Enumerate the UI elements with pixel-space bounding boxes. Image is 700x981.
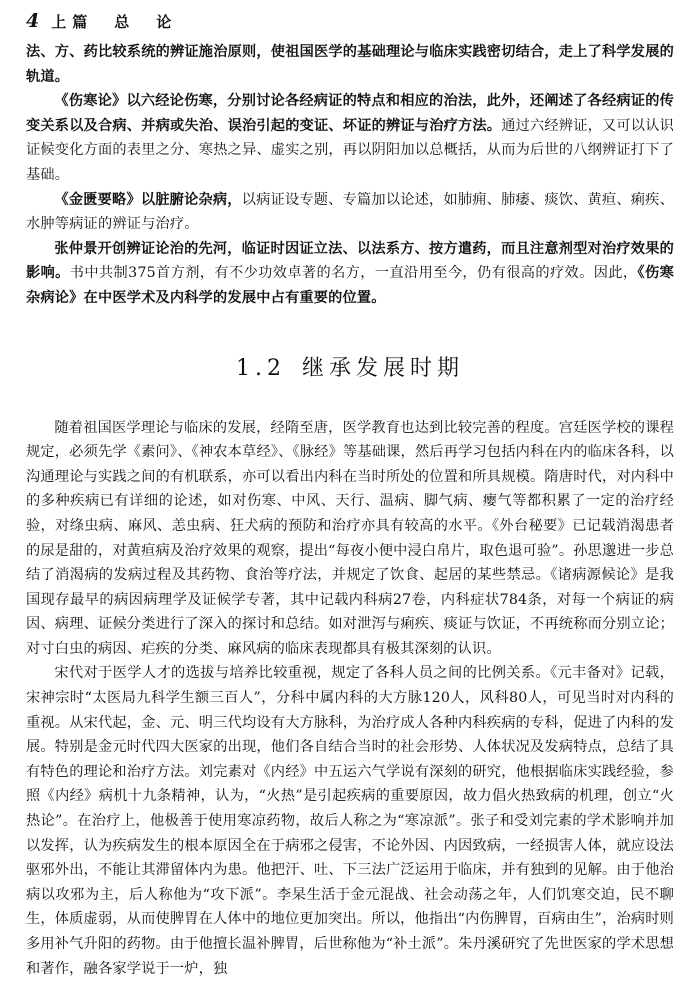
paragraph-continuation: [26, 40, 674, 89]
p3-rest: 以病证设专题、专篇加以论述，如肺痈、肺痿、痰饮、黄疸、痢疾、水肿等病证的辨证与治疗。: [26, 191, 674, 233]
p2-bold: 《伤寒论》以六经论伤寒，分别讨论各经病证的特点和相应的治法，此外，还阐述了各经病证的传变关系以及合病、并病或失治、误治引起的变证、坏证的辨证与治疗方法。: [26, 93, 674, 134]
running-title: 上篇 总 论: [51, 13, 178, 31]
paragraph-zhangzhongjing: [26, 237, 674, 311]
paragraph-sui-tang: [26, 416, 674, 662]
p1-text: 法、方、药比较系统的辨证施治原则，使祖国医学的基础理论与临床实践密切结合，走上了科学发展的轨道。: [26, 44, 674, 85]
p5-text: 随着祖国医学理论与临床的发展，经隋至唐，医学教育也达到比较完善的程度。宫廷医学校的课程规定，必须先学《素问》、《神农本草经》、《脉经》等基础课，然后再学习包括内科在内的临床各科，以沟通理论与实践之间的有机联系，亦可以看出内科在当时所处的位置和所具规模。隋唐时代，对内科中的多种疾病已有详细的论述，如对伤寒、中风、天行、温病、脚气病、瘿气等都积累了一定的治疗经验，对绦虫病、麻风、恙虫病、狂犬病的预防和治疗亦具有较高的水平。《外台秘要》已记载消渴患者的尿是甜的，对黄疸病及治疗效果的观察，提出“每夜小便中浸白帛片，取色退可验”。孙思邈进一步总结了消渴病的发病过程及其药物、食治等疗法，并规定了饮食、起居的某些禁忌。《诸病源候论》是我国现存最早的病因病理学及证候学专著，其中记载内科病27卷，内科症状784条，对每一个病证的病因、病理、证候分类进行了深入的探讨和总结。如对泄泻与痢疾、痰证与饮证，不再统称而分别立论；对寸白虫的病因、疟疾的分类、麻风病的临床表现都具有极其深刻的认识。: [26, 419, 674, 657]
p2-rest: 通过六经辨证，又可以认识证候变化方面的表里之分、寒热之异、虚实之别，再以阴阳加以总概括，从而为后世的八纲辨证打下了基础。: [26, 117, 674, 183]
paragraph-song-jin-yuan: [26, 661, 674, 981]
section-heading: [26, 351, 674, 382]
p4-bold2: 《伤寒杂病论》在中医学术及内科学的发展中占有重要的位置。: [26, 265, 674, 306]
p4-bold: 张仲景开创辨证论治的先河，临证时因证立法、以法系方、按方遣药，而且注意剂型对治疗效果的影响。: [26, 240, 674, 282]
paragraph-jinguiyaolue: [26, 188, 674, 237]
paragraph-shanghanlun: [26, 89, 674, 187]
p4-rest: 书中共制375首方剂，有不少功效卓著的名方，一直沿用至今，仍有很高的疗效。因此，: [69, 265, 638, 282]
page-header: [26, 10, 674, 40]
p6-text: 宋代对于医学人才的选拔与培养比较重视，规定了各科人员之间的比例关系。《元丰备对》记载，宋神宗时“太医局九科学生额三百人”，分科中属内科的大方脉120人，风科80人，可见当时对内科的重视。从宋代起，金、元、明三代均设有大方脉科，为治疗成人各种内科疾病的专科，促进了内科的发展。特别是金元时代四大医家的出现，他们各自结合当时的社会形势、人体状况及发病特点，总结了具有特色的理论和治疗方法。刘完素对《内经》中五运六气学说有深刻的研究，他根据临床实践经验，参照《内经》病机十九条精神，认为，“火热”是引起疾病的重要原因，故力倡火热致病的机理，创立“火热论”。在治疗上，他极善于使用寒凉药物，故后人称之为“寒凉派”。张子和受刘完素的学术影响并加以发挥，认为疾病发生的根本原因全在于病邪之侵害，不论外因、内因致病，一经损害人体，就应设法驱邪外出，不能让其滞留体内为患。他把汗、吐、下三法广泛运用于临床，并有独到的见解。由于他治病以攻邪为主，后人称他为“攻下派”。李杲生活于金元混战、社会动荡之年，人们饥寒交迫，民不聊生，体质虚弱，从而使脾胃在人体中的地位更加突出。所以，他指出“内伤脾胃，百病由生”，治病时则多用补气升阳的药物。由于他擅长温补脾胃，后世称他为“补土派”。朱丹溪研究了先世医家的学术思想和著作，融各家学说于一炉，独: [26, 665, 674, 977]
p3-bold: 《金匮要略》以脏腑论杂病，: [54, 191, 242, 208]
section-number: 1.2: [235, 355, 286, 381]
section-title-text: 继承发展时期: [301, 355, 464, 381]
page-number: 4: [26, 10, 40, 32]
